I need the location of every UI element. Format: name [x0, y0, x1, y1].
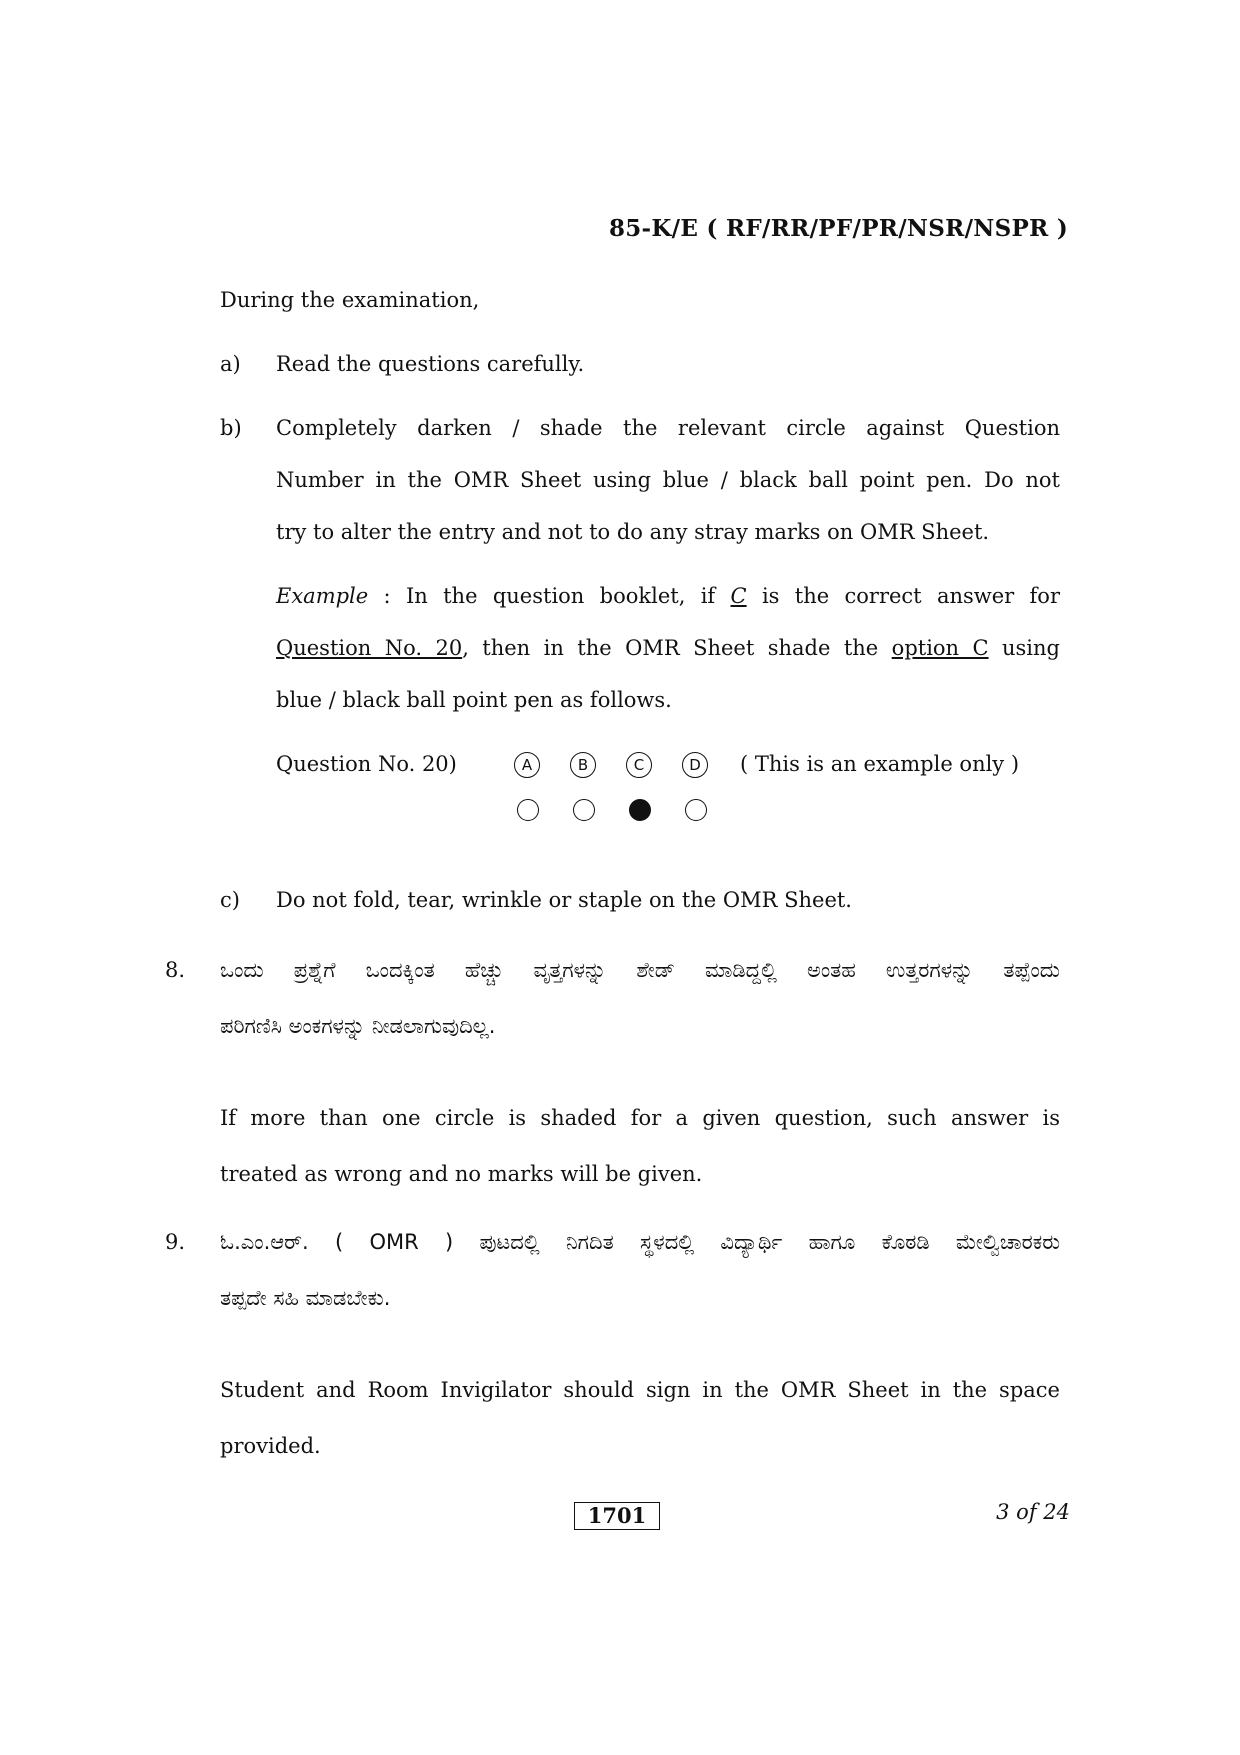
item-b-marker: b) — [220, 416, 242, 440]
option-d-icon: D — [682, 752, 708, 778]
serial-number-box: 1701 — [574, 1502, 660, 1530]
example-part4: using — [988, 636, 1060, 660]
item-9-kannada-line1: ಓ.ಎಂ.ಆರ್. ( OMR ) ಪುಟದಲ್ಲಿ ನಿಗದಿತ ಸ್ಥಳದಲ್ಲಿ ವಿದ್ಯಾರ್ಥಿ ಹಾಗೂ ಕೊಠಡಿ ಮೇಲ್ವಿಚಾರಕರು — [220, 1230, 1060, 1254]
bubble-d — [685, 799, 707, 821]
omr-example-note: ( This is an example only ) — [740, 752, 1020, 776]
item-8-english-line2: treated as wrong and no marks will be given. — [220, 1162, 703, 1186]
paper-code: 85-K/E ( RF/RR/PF/PR/NSR/NSPR ) — [608, 215, 1068, 242]
option-c-icon: C — [626, 752, 652, 778]
intro-text: During the examination, — [220, 288, 480, 312]
item-c-marker: c) — [220, 888, 240, 912]
example-question-ref: Question No. 20 — [276, 636, 463, 660]
item-c-text: Do not fold, tear, wrinkle or staple on the OMR Sheet. — [276, 888, 852, 912]
item-b-line2: Number in the OMR Sheet using blue / black ball point pen. Do not — [276, 468, 1060, 492]
item-9-kannada-line2: ತಪ್ಪದೇ ಸಹಿ ಮಾಡಬೇಕು. — [220, 1286, 391, 1310]
option-a-icon: A — [514, 752, 540, 778]
item-8-english-line1: If more than one circle is shaded for a given question, such answer is — [220, 1106, 1060, 1130]
example-part1: : In the question booklet, if — [368, 584, 731, 608]
bubble-c-shaded — [629, 799, 651, 821]
example-line1 — [276, 570, 1060, 622]
example-part3: , then in the OMR Sheet shade the — [462, 636, 892, 660]
bubble-a — [517, 799, 539, 821]
example-answer: C — [730, 584, 747, 608]
item-9-number: 9. — [165, 1230, 186, 1254]
item-8-kannada-line2: ಪರಿಗಣಿಸಿ ಅಂಕಗಳನ್ನು ನೀಡಲಾಗುವುದಿಲ್ಲ. — [220, 1014, 496, 1038]
example-label: Example — [276, 584, 369, 608]
item-b-line1: Completely darken / shade the relevant circle against Question — [276, 416, 1060, 440]
item-8-kannada-line1: ಒಂದು ಪ್ರಶ್ನೆಗೆ ಒಂದಕ್ಕಿಂತ ಹೆಚ್ಚು ವೃತ್ತಗಳನ್ನು ಶೇಡ್ ಮಾಡಿದ್ದಲ್ಲಿ ಅಂತಹ ಉತ್ತರಗಳನ್ನು ತಪ್ಪೆಂದು — [220, 958, 1060, 982]
example-line3: blue / black ball point pen as follows. — [276, 688, 672, 712]
item-8-number: 8. — [165, 958, 186, 982]
item-9-english-line2: provided. — [220, 1434, 321, 1458]
item-9-english-line1: Student and Room Invigilator should sign in the OMR Sheet in the space — [220, 1378, 1060, 1402]
item-a-marker: a) — [220, 352, 241, 376]
example-option-ref: option C — [891, 636, 989, 660]
item-b-line3: try to alter the entry and not to do any stray marks on OMR Sheet. — [276, 520, 990, 544]
item-a-text: Read the questions carefully. — [276, 352, 585, 376]
example-line2 — [276, 622, 1060, 674]
page-number: 3 of 24 — [996, 1500, 1070, 1524]
example-part2: is the correct answer for — [746, 584, 1060, 608]
option-b-icon: B — [570, 752, 596, 778]
bubble-b — [573, 799, 595, 821]
omr-question-label: Question No. 20) — [276, 752, 457, 776]
